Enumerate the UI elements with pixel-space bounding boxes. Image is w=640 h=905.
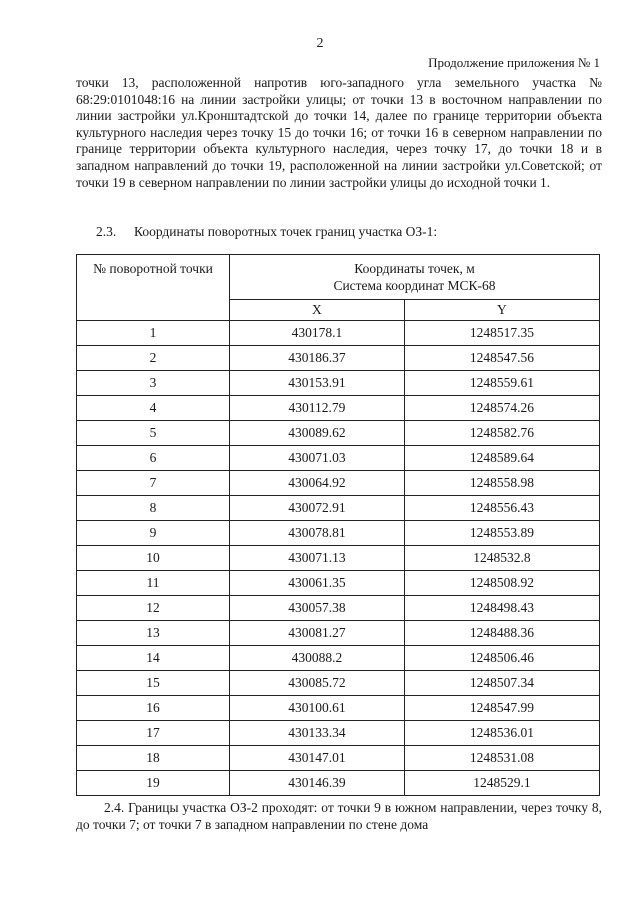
point-number-cell: 1 — [77, 321, 230, 346]
coordinates-header — [230, 255, 600, 300]
x-coordinate-cell: 430186.37 — [230, 346, 405, 371]
appendix-note: Продолжение приложения № 1 — [428, 55, 600, 70]
table-row — [77, 521, 600, 546]
x-coordinate-cell: 430146.39 — [230, 771, 405, 796]
point-number-cell: 14 — [77, 646, 230, 671]
y-coordinate-cell: 1248517.35 — [404, 321, 599, 346]
point-number-cell: 11 — [77, 571, 230, 596]
y-coordinate-cell: 1248574.26 — [404, 396, 599, 421]
y-coordinate-cell: 1248582.76 — [404, 421, 599, 446]
x-coordinate-cell: 430078.81 — [230, 521, 405, 546]
y-coordinate-cell: 1248589.64 — [404, 446, 599, 471]
y-coordinate-cell: 1248507.34 — [404, 671, 599, 696]
x-coordinate-cell: 430085.72 — [230, 671, 405, 696]
y-coordinate-cell: 1248531.08 — [404, 746, 599, 771]
table-row — [77, 396, 600, 421]
section-number: 2.3. — [96, 224, 117, 239]
y-coordinate-cell: 1248547.99 — [404, 696, 599, 721]
y-coordinate-cell: 1248532.8 — [404, 546, 599, 571]
point-number-cell: 15 — [77, 671, 230, 696]
point-number-cell: 9 — [77, 521, 230, 546]
coordinates-header-line2: Система координат МСК-68 — [333, 278, 496, 293]
y-coordinate-cell: 1248547.56 — [404, 346, 599, 371]
coordinates-table — [76, 254, 600, 796]
point-number-cell: 16 — [77, 696, 230, 721]
x-coordinate-cell: 430081.27 — [230, 621, 405, 646]
table-row — [77, 496, 600, 521]
table-row — [77, 696, 600, 721]
point-number-cell: 5 — [77, 421, 230, 446]
x-coordinate-cell: 430147.01 — [230, 746, 405, 771]
y-coordinate-cell: 1248506.46 — [404, 646, 599, 671]
y-coordinate-cell: 1248556.43 — [404, 496, 599, 521]
table-row — [77, 571, 600, 596]
coordinates-table-body — [77, 321, 600, 796]
x-coordinate-cell: 430153.91 — [230, 371, 405, 396]
point-number-cell: 17 — [77, 721, 230, 746]
x-coordinate-cell: 430071.03 — [230, 446, 405, 471]
y-coordinate-cell: 1248488.36 — [404, 621, 599, 646]
y-coordinate-cell: 1248498.43 — [404, 596, 599, 621]
table-row — [77, 471, 600, 496]
table-row — [77, 746, 600, 771]
table-row — [77, 321, 600, 346]
table-row — [77, 346, 600, 371]
point-number-cell: 10 — [77, 546, 230, 571]
x-coordinate-cell: 430088.2 — [230, 646, 405, 671]
point-number-cell: 19 — [77, 771, 230, 796]
page-number: 2 — [316, 36, 324, 51]
x-coordinate-cell: 430071.13 — [230, 546, 405, 571]
x-coordinate-cell: 430133.34 — [230, 721, 405, 746]
x-coordinate-cell: 430064.92 — [230, 471, 405, 496]
x-column-header: X — [230, 300, 405, 321]
outro-paragraph: 2.4. Границы участка ОЗ-2 проходят: от точки 9 в южном направлении, через точку 8, до точки 7; от точки 7 в западном направлении по стене дома — [76, 800, 602, 832]
x-coordinate-cell: 430100.61 — [230, 696, 405, 721]
x-coordinate-cell: 430061.35 — [230, 571, 405, 596]
section-heading — [96, 224, 437, 240]
section-title: Координаты поворотных точек границ участка ОЗ-1: — [134, 224, 438, 239]
point-number-cell: 12 — [77, 596, 230, 621]
table-row — [77, 371, 600, 396]
table-row — [77, 671, 600, 696]
point-number-header: № поворотной точки — [77, 255, 230, 321]
intro-paragraph: точки 13, расположенной напротив юго-западного угла земельного участка № 68:29:0101048:16 на линии застройки улицы; от точки 13 в восточном направлении по линии застройки ул.Кронштадтской до точки 14, далее по границе территории объекта культурного наследия через точку 15 до точки 16; от точки 16 в северном направлении по границе территории объекта культурного наследия, через точку 17, до точки 18 и в западном направлений до точки 19, расположенной на линии застройки ул.Советской; от точки 19 в северном направлении по линии застройки улицы до исходной точки 1. — [76, 75, 602, 190]
x-coordinate-cell: 430089.62 — [230, 421, 405, 446]
x-coordinate-cell: 430178.1 — [230, 321, 405, 346]
point-number-cell: 8 — [77, 496, 230, 521]
point-number-cell: 2 — [77, 346, 230, 371]
x-coordinate-cell: 430112.79 — [230, 396, 405, 421]
x-coordinate-cell: 430072.91 — [230, 496, 405, 521]
y-column-header: Y — [404, 300, 599, 321]
y-coordinate-cell: 1248529.1 — [404, 771, 599, 796]
y-coordinate-cell: 1248508.92 — [404, 571, 599, 596]
point-number-cell: 18 — [77, 746, 230, 771]
point-number-cell: 13 — [77, 621, 230, 646]
table-row — [77, 721, 600, 746]
y-coordinate-cell: 1248558.98 — [404, 471, 599, 496]
point-number-cell: 4 — [77, 396, 230, 421]
y-coordinate-cell: 1248553.89 — [404, 521, 599, 546]
table-row — [77, 621, 600, 646]
x-coordinate-cell: 430057.38 — [230, 596, 405, 621]
table-row — [77, 596, 600, 621]
table-row — [77, 446, 600, 471]
table-row — [77, 421, 600, 446]
table-row — [77, 546, 600, 571]
table-row — [77, 771, 600, 796]
point-number-cell: 3 — [77, 371, 230, 396]
coordinates-header-line1: Координаты точек, м — [354, 261, 475, 276]
y-coordinate-cell: 1248536.01 — [404, 721, 599, 746]
point-number-cell: 7 — [77, 471, 230, 496]
y-coordinate-cell: 1248559.61 — [404, 371, 599, 396]
point-number-cell: 6 — [77, 446, 230, 471]
table-row — [77, 646, 600, 671]
